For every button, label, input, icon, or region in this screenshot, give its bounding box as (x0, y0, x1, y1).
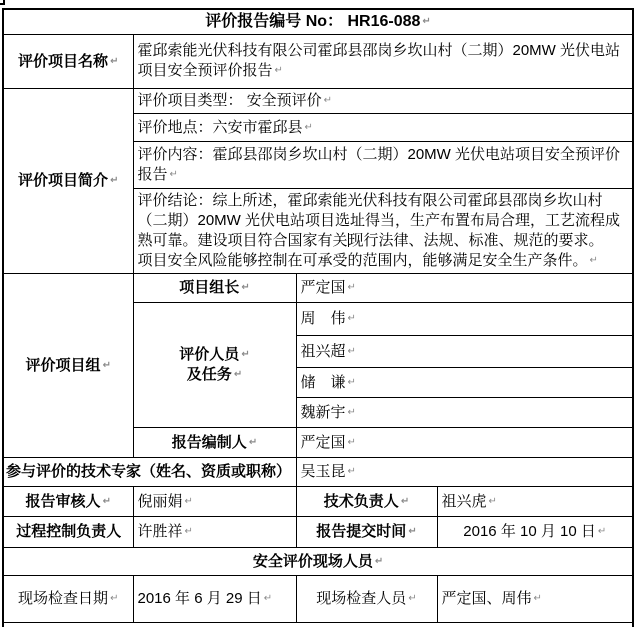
cell-tech-lead-value[interactable] (437, 486, 633, 516)
cell-team-label[interactable] (3, 273, 133, 457)
cell-evaluator-4[interactable] (296, 397, 633, 427)
conclusion-line2: （二期）20MW 光伏电站项目选址得当，生产布置布局合理，工艺流程成 (137, 211, 621, 229)
end-of-cell-marker: ↵ (323, 95, 333, 106)
cell-evaluator-1[interactable] (296, 302, 633, 335)
cell-intro-conclusion[interactable] (133, 188, 633, 273)
cell-reviewer-label[interactable] (3, 486, 133, 516)
cell-project-name-label[interactable] (3, 34, 133, 88)
site-section-header: 安全评价现场人员 (252, 552, 373, 570)
end-of-cell-marker: ↵ (597, 526, 607, 537)
tech-lead-name: 祖兴虎 (441, 492, 487, 510)
end-of-cell-marker: ↵ (347, 282, 356, 293)
process-name: 许胜祥 (137, 523, 183, 540)
cell-evaluators-label[interactable] (133, 302, 296, 427)
team-leader-name: 严定国 (300, 279, 346, 296)
intro-label: 评价项目简介 (18, 172, 109, 189)
reviewer-name: 倪丽娟 (137, 492, 183, 510)
site-date-label: 现场检查日期 (18, 590, 109, 607)
end-of-cell-marker: ↵ (347, 313, 356, 324)
site-people-label: 现场检查人员 (316, 590, 407, 607)
team-leader-label: 项目组长 (179, 279, 240, 296)
project-name-line2: 项目安全预评价报告 ↵ (137, 62, 283, 79)
end-of-cell-marker: ↵ (408, 526, 417, 537)
submit-date: 2016 年 10 月 10 日 (463, 523, 596, 540)
end-of-cell-marker: ↵ (110, 593, 119, 604)
experts-label: 参与评价的技术专家（姓名、资质或职称） (6, 463, 292, 480)
conclusion-line3: 熟可靠。建设项目符合国家有关现行法律、法规、标准、规范的要求。 (137, 231, 604, 249)
cell-reviewer-value[interactable] (133, 486, 296, 516)
cell-process-value[interactable] (133, 516, 296, 547)
cell-team-leader-label[interactable] (133, 273, 296, 302)
end-of-cell-marker: ↵ (110, 175, 119, 186)
end-of-cell-marker: ↵ (304, 121, 313, 133)
cell-experts-value[interactable] (296, 457, 633, 486)
end-of-cell-marker: ↵ (422, 16, 431, 28)
end-of-cell-marker: ↵ (102, 495, 111, 507)
end-of-cell-marker: ↵ (102, 359, 111, 371)
site-date: 2016 年 6 月 29 日 (137, 590, 262, 607)
conclusion-line4: 项目安全风险能够控制在可承受的范围内，能够满足安全生产条件。 ↵ (137, 251, 598, 269)
end-of-cell-marker: ↵ (169, 168, 178, 180)
evaluator-name: 储 谦 (300, 373, 346, 391)
end-of-cell-marker: ↵ (408, 593, 417, 604)
end-of-cell-marker: ↵ (241, 282, 250, 293)
line-break-marker: ↵ (241, 348, 250, 360)
cell-process-label[interactable] (3, 516, 133, 547)
cell-submit-date[interactable] (437, 516, 633, 547)
end-of-cell-marker: ↵ (589, 254, 598, 266)
cell-submit-label[interactable] (296, 516, 437, 547)
cell-report-writer-label[interactable] (133, 427, 296, 457)
intro-content-line2: 报告 ↵ (137, 165, 178, 183)
end-of-cell-marker: ↵ (347, 466, 356, 477)
team-label: 评价项目组 (25, 356, 101, 374)
end-of-cell-marker: ↵ (248, 436, 258, 448)
evaluators-label-line2: 及任务 ↵ (186, 365, 243, 383)
cell-report-writer-value[interactable] (296, 427, 633, 457)
cell-site-date-value[interactable] (133, 575, 296, 622)
report-writer-label: 报告编制人 (171, 433, 247, 451)
end-of-cell-marker: ↵ (400, 495, 410, 507)
evaluator-name: 周 伟 (300, 310, 346, 327)
submit-label: 报告提交时间 (316, 523, 407, 540)
end-of-cell-marker: ↵ (184, 495, 193, 507)
conclusion-line1: 评价结论：综上所述，霍邱索能光伏科技有限公司霍邱县邵岗乡坎山村 (137, 191, 603, 209)
tech-lead-label: 技术负责人 (323, 492, 399, 510)
end-of-cell-marker: ↵ (233, 368, 243, 380)
table-move-handle-icon[interactable] (0, 0, 5, 5)
cell-team-leader-value[interactable] (296, 273, 633, 302)
reviewer-label: 报告审核人 (25, 492, 101, 510)
cell-empty-partial-row[interactable] (3, 622, 633, 627)
cell-evaluator-3[interactable] (296, 367, 633, 397)
end-of-cell-marker: ↵ (347, 406, 356, 418)
expert-name: 吴玉昆 (300, 463, 346, 480)
evaluators-label-line1: 评价人员 ↵ (179, 345, 250, 363)
process-label: 过程控制负责人 (16, 523, 122, 540)
end-of-cell-marker: ↵ (488, 495, 497, 507)
evaluation-report-table (2, 8, 634, 627)
end-of-cell-marker: ↵ (533, 593, 542, 604)
cell-intro-label[interactable] (3, 88, 133, 273)
cell-tech-lead-label[interactable] (296, 486, 437, 516)
cell-intro-content[interactable] (133, 141, 633, 188)
evaluator-name: 祖兴超 (300, 342, 346, 360)
project-name-line1: 霍邱索能光伏科技有限公司霍邱县邵岗乡坎山村（二期）20MW 光伏电站 (137, 42, 621, 59)
evaluator-name: 魏新宇 (300, 403, 346, 421)
intro-type-text: 评价项目类型： 安全预评价 (137, 92, 322, 109)
end-of-cell-marker: ↵ (184, 526, 193, 537)
end-of-cell-marker: ↵ (347, 345, 356, 357)
intro-content-line1: 评价内容：霍邱县邵岗乡坎山村（二期）20MW 光伏电站项目安全预评价 (137, 145, 621, 163)
end-of-cell-marker: ↵ (110, 55, 119, 67)
end-of-cell-marker: ↵ (263, 593, 273, 604)
cell-project-name-value[interactable] (133, 34, 633, 88)
end-of-cell-marker: ↵ (347, 436, 356, 448)
cell-experts-label[interactable] (3, 457, 296, 486)
intro-location-text: 评价地点：六安市霍邱县 (137, 118, 303, 136)
report-number-text: 评价报告编号 No： HR16-088 (205, 13, 421, 31)
cell-site-date-label[interactable] (3, 575, 133, 622)
project-name-label: 评价项目名称 (18, 52, 109, 70)
cell-report-number[interactable] (3, 9, 633, 34)
cell-evaluator-2[interactable] (296, 335, 633, 367)
end-of-cell-marker: ↵ (347, 376, 356, 388)
cell-site-section-header[interactable] (3, 547, 633, 575)
cell-site-people-label[interactable] (296, 575, 437, 622)
site-people: 严定国、周伟 (441, 590, 532, 607)
report-writer-name: 严定国 (300, 433, 346, 451)
cell-intro-type[interactable] (133, 88, 633, 113)
end-of-cell-marker: ↵ (374, 555, 384, 567)
cell-intro-location[interactable] (133, 113, 633, 141)
cell-site-people-value[interactable] (437, 575, 633, 622)
end-of-cell-marker: ↵ (274, 65, 283, 76)
